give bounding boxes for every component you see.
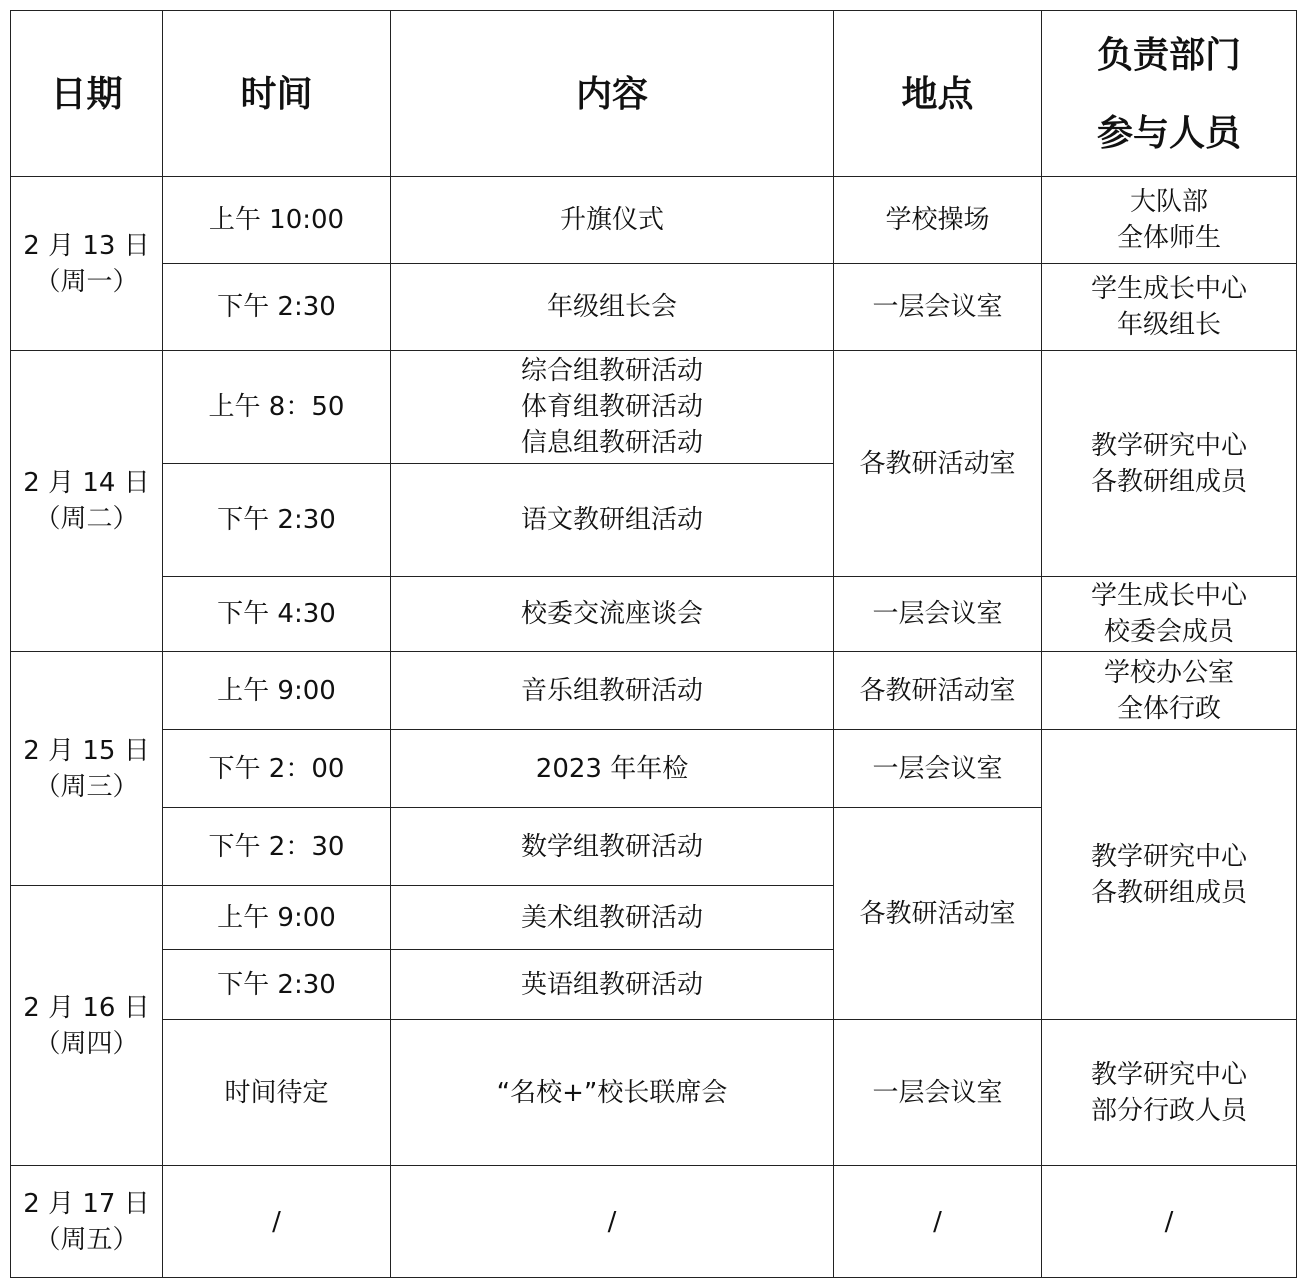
table-row [11, 264, 1297, 351]
dept-line: 各教研组成员 [1090, 877, 1247, 908]
header-content: 内容 [391, 11, 834, 177]
content-line: 校委交流座谈会 [520, 599, 703, 629]
content-line: 信息组教研活动 [520, 428, 703, 458]
location-cell: 各教研活动室 [834, 351, 1042, 577]
location-cell: 各教研活动室 [834, 808, 1042, 1020]
table-row [11, 351, 1297, 464]
content-cell [391, 464, 834, 577]
content-cell [391, 577, 834, 652]
table-row [11, 652, 1297, 730]
location-cell: / [834, 1166, 1042, 1278]
content-cell [391, 1166, 834, 1278]
content-cell [391, 264, 834, 351]
date-text: 2 月 15 日 [23, 735, 150, 766]
dept-line: 教学研究中心 [1090, 1059, 1247, 1090]
content-line: 英语组教研活动 [520, 969, 703, 1000]
content-line: 美术组教研活动 [520, 902, 703, 933]
content-cell [391, 808, 834, 886]
content-line: 音乐组教研活动 [520, 675, 703, 706]
content-line: 体育组教研活动 [520, 392, 703, 422]
dept-cell [1042, 730, 1297, 1020]
content-cell [391, 1020, 834, 1166]
content-line: 升旗仪式 [559, 205, 664, 235]
time-cell: 上午 9:00 [163, 652, 391, 730]
dept-line: 校委会成员 [1103, 617, 1234, 647]
content-line: / [607, 1206, 617, 1237]
dept-line: 教学研究中心 [1090, 430, 1247, 461]
header-dept [1042, 11, 1297, 177]
location-cell: 一层会议室 [834, 730, 1042, 808]
dept-line: 学校办公室 [1103, 657, 1234, 688]
table-row [11, 177, 1297, 264]
header-time: 时间 [163, 11, 391, 177]
content-cell [391, 652, 834, 730]
content-line: “名校+”校长联席会 [496, 1077, 728, 1108]
dept-line: 学生成长中心 [1090, 274, 1247, 304]
date-cell [11, 351, 163, 652]
time-cell: 上午 9:00 [163, 886, 391, 950]
header-row [11, 11, 1297, 177]
dept-line: 年级组长 [1116, 310, 1221, 340]
date-text: 2 月 16 日 [23, 992, 150, 1023]
weekday-text: （周三） [34, 771, 139, 802]
weekday-text: （周四） [34, 1028, 139, 1059]
date-text: 2 月 13 日 [23, 230, 150, 261]
dept-line: 学生成长中心 [1090, 581, 1247, 611]
dept-line: 大队部 [1129, 187, 1208, 217]
header-dept-line1: 负责部门 [1096, 33, 1241, 76]
table-row [11, 577, 1297, 652]
dept-line: 各教研组成员 [1090, 466, 1247, 497]
dept-line: / [1164, 1206, 1174, 1237]
header-date: 日期 [11, 11, 163, 177]
weekday-text: （周二） [34, 504, 139, 534]
date-text: 2 月 14 日 [23, 468, 150, 498]
weekday-text: （周五） [34, 1224, 139, 1255]
time-cell: / [163, 1166, 391, 1278]
content-cell [391, 730, 834, 808]
table-row [11, 1166, 1297, 1278]
dept-cell [1042, 1166, 1297, 1278]
date-cell [11, 886, 163, 1166]
dept-line: 全体师生 [1116, 223, 1221, 253]
time-cell: 下午 4:30 [163, 577, 391, 652]
date-cell [11, 652, 163, 886]
time-cell: 时间待定 [163, 1020, 391, 1166]
dept-line: 全体行政 [1116, 693, 1221, 724]
location-cell: 一层会议室 [834, 1020, 1042, 1166]
weekday-text: （周一） [34, 266, 139, 297]
dept-cell [1042, 577, 1297, 652]
table-row [11, 730, 1297, 808]
time-cell: 下午 2：00 [163, 730, 391, 808]
location-cell: 一层会议室 [834, 264, 1042, 351]
date-text: 2 月 17 日 [23, 1188, 150, 1219]
dept-cell [1042, 351, 1297, 577]
time-cell: 下午 2:30 [163, 264, 391, 351]
time-cell: 下午 2:30 [163, 950, 391, 1020]
content-line: 数学组教研活动 [520, 831, 703, 862]
time-cell: 下午 2：30 [163, 808, 391, 886]
table-row [11, 1020, 1297, 1166]
time-cell: 下午 2:30 [163, 464, 391, 577]
header-location: 地点 [834, 11, 1042, 177]
content-line: 综合组教研活动 [520, 356, 703, 386]
date-cell [11, 177, 163, 351]
location-cell: 各教研活动室 [834, 652, 1042, 730]
content-line: 2023 年年检 [535, 753, 689, 784]
location-cell: 学校操场 [834, 177, 1042, 264]
content-cell [391, 351, 834, 464]
header-dept-line2: 参与人员 [1096, 111, 1241, 154]
content-line: 语文教研组活动 [520, 505, 703, 535]
dept-cell [1042, 177, 1297, 264]
content-cell [391, 886, 834, 950]
dept-cell [1042, 264, 1297, 351]
date-cell [11, 1166, 163, 1278]
dept-line: 教学研究中心 [1090, 841, 1247, 872]
dept-line: 部分行政人员 [1090, 1095, 1247, 1126]
content-line: 年级组长会 [546, 292, 677, 322]
dept-cell [1042, 652, 1297, 730]
time-cell: 上午 8：50 [163, 351, 391, 464]
dept-cell [1042, 1020, 1297, 1166]
location-cell: 一层会议室 [834, 577, 1042, 652]
content-cell [391, 950, 834, 1020]
content-cell [391, 177, 834, 264]
schedule-table [10, 10, 1297, 1278]
time-cell: 上午 10:00 [163, 177, 391, 264]
